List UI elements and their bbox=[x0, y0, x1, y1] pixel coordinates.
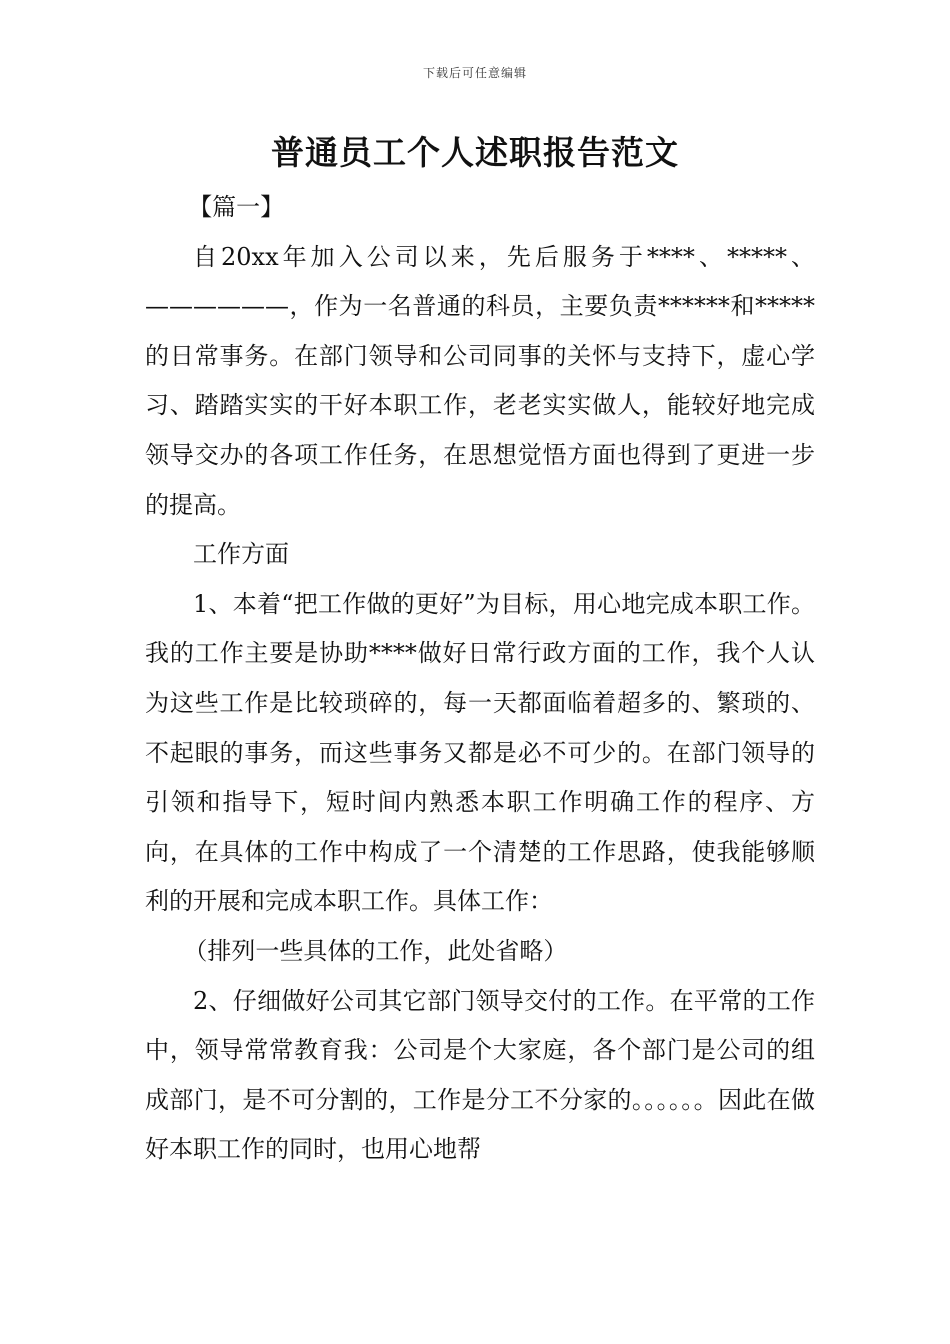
paragraph-item-2: 2、仔细做好公司其它部门领导交付的工作。在平常的工作中，领导常常教育我：公司是个大家庭，各个部门是公司的组成部门，是不可分割的，工作是分工不分家的。。。。。。因此在做好本职工作的同时，也用心地帮 bbox=[145, 986, 815, 1164]
paragraph-intro: 自20xx年加入公司以来，先后服务于****、*****、——————，作为一名普通的科员，主要负责******和*****的日常事务。在部门领导和公司同事的关怀与支持下，虚心学习、踏踏实实的干好本职工作，老老实实做人，能较好地完成领导交办的各项工作任务，在思想觉悟方面也得到了更进一步的提高。 bbox=[145, 242, 815, 519]
header-note: 下载后可任意编辑 bbox=[422, 66, 527, 80]
paragraph-omitted-note: （排列一些具体的工作，此处省略） bbox=[183, 936, 568, 965]
section-label: 【篇一】 bbox=[188, 193, 285, 221]
heading-work-aspect: 工作方面 bbox=[193, 540, 289, 569]
document-title: 普通员工个人述职报告范文 bbox=[271, 133, 679, 172]
paragraph-item-1: 1、本着“把工作做的更好”为目标，用心地完成本职工作。我的工作主要是协助****做好日常行政方面的工作，我个人认为这些工作是比较琐碎的，每一天都面临着超多的、繁琐的、不起眼的事务，而这些事务又都是必不可少的。在部门领导的引领和指导下，短时间内熟悉本职工作明确工作的程序、方向，在具体的工作中构成了一个清楚的工作思路，使我能够顺利的开展和完成本职工作。具体工作： bbox=[145, 589, 815, 916]
document-body bbox=[145, 183, 815, 1175]
